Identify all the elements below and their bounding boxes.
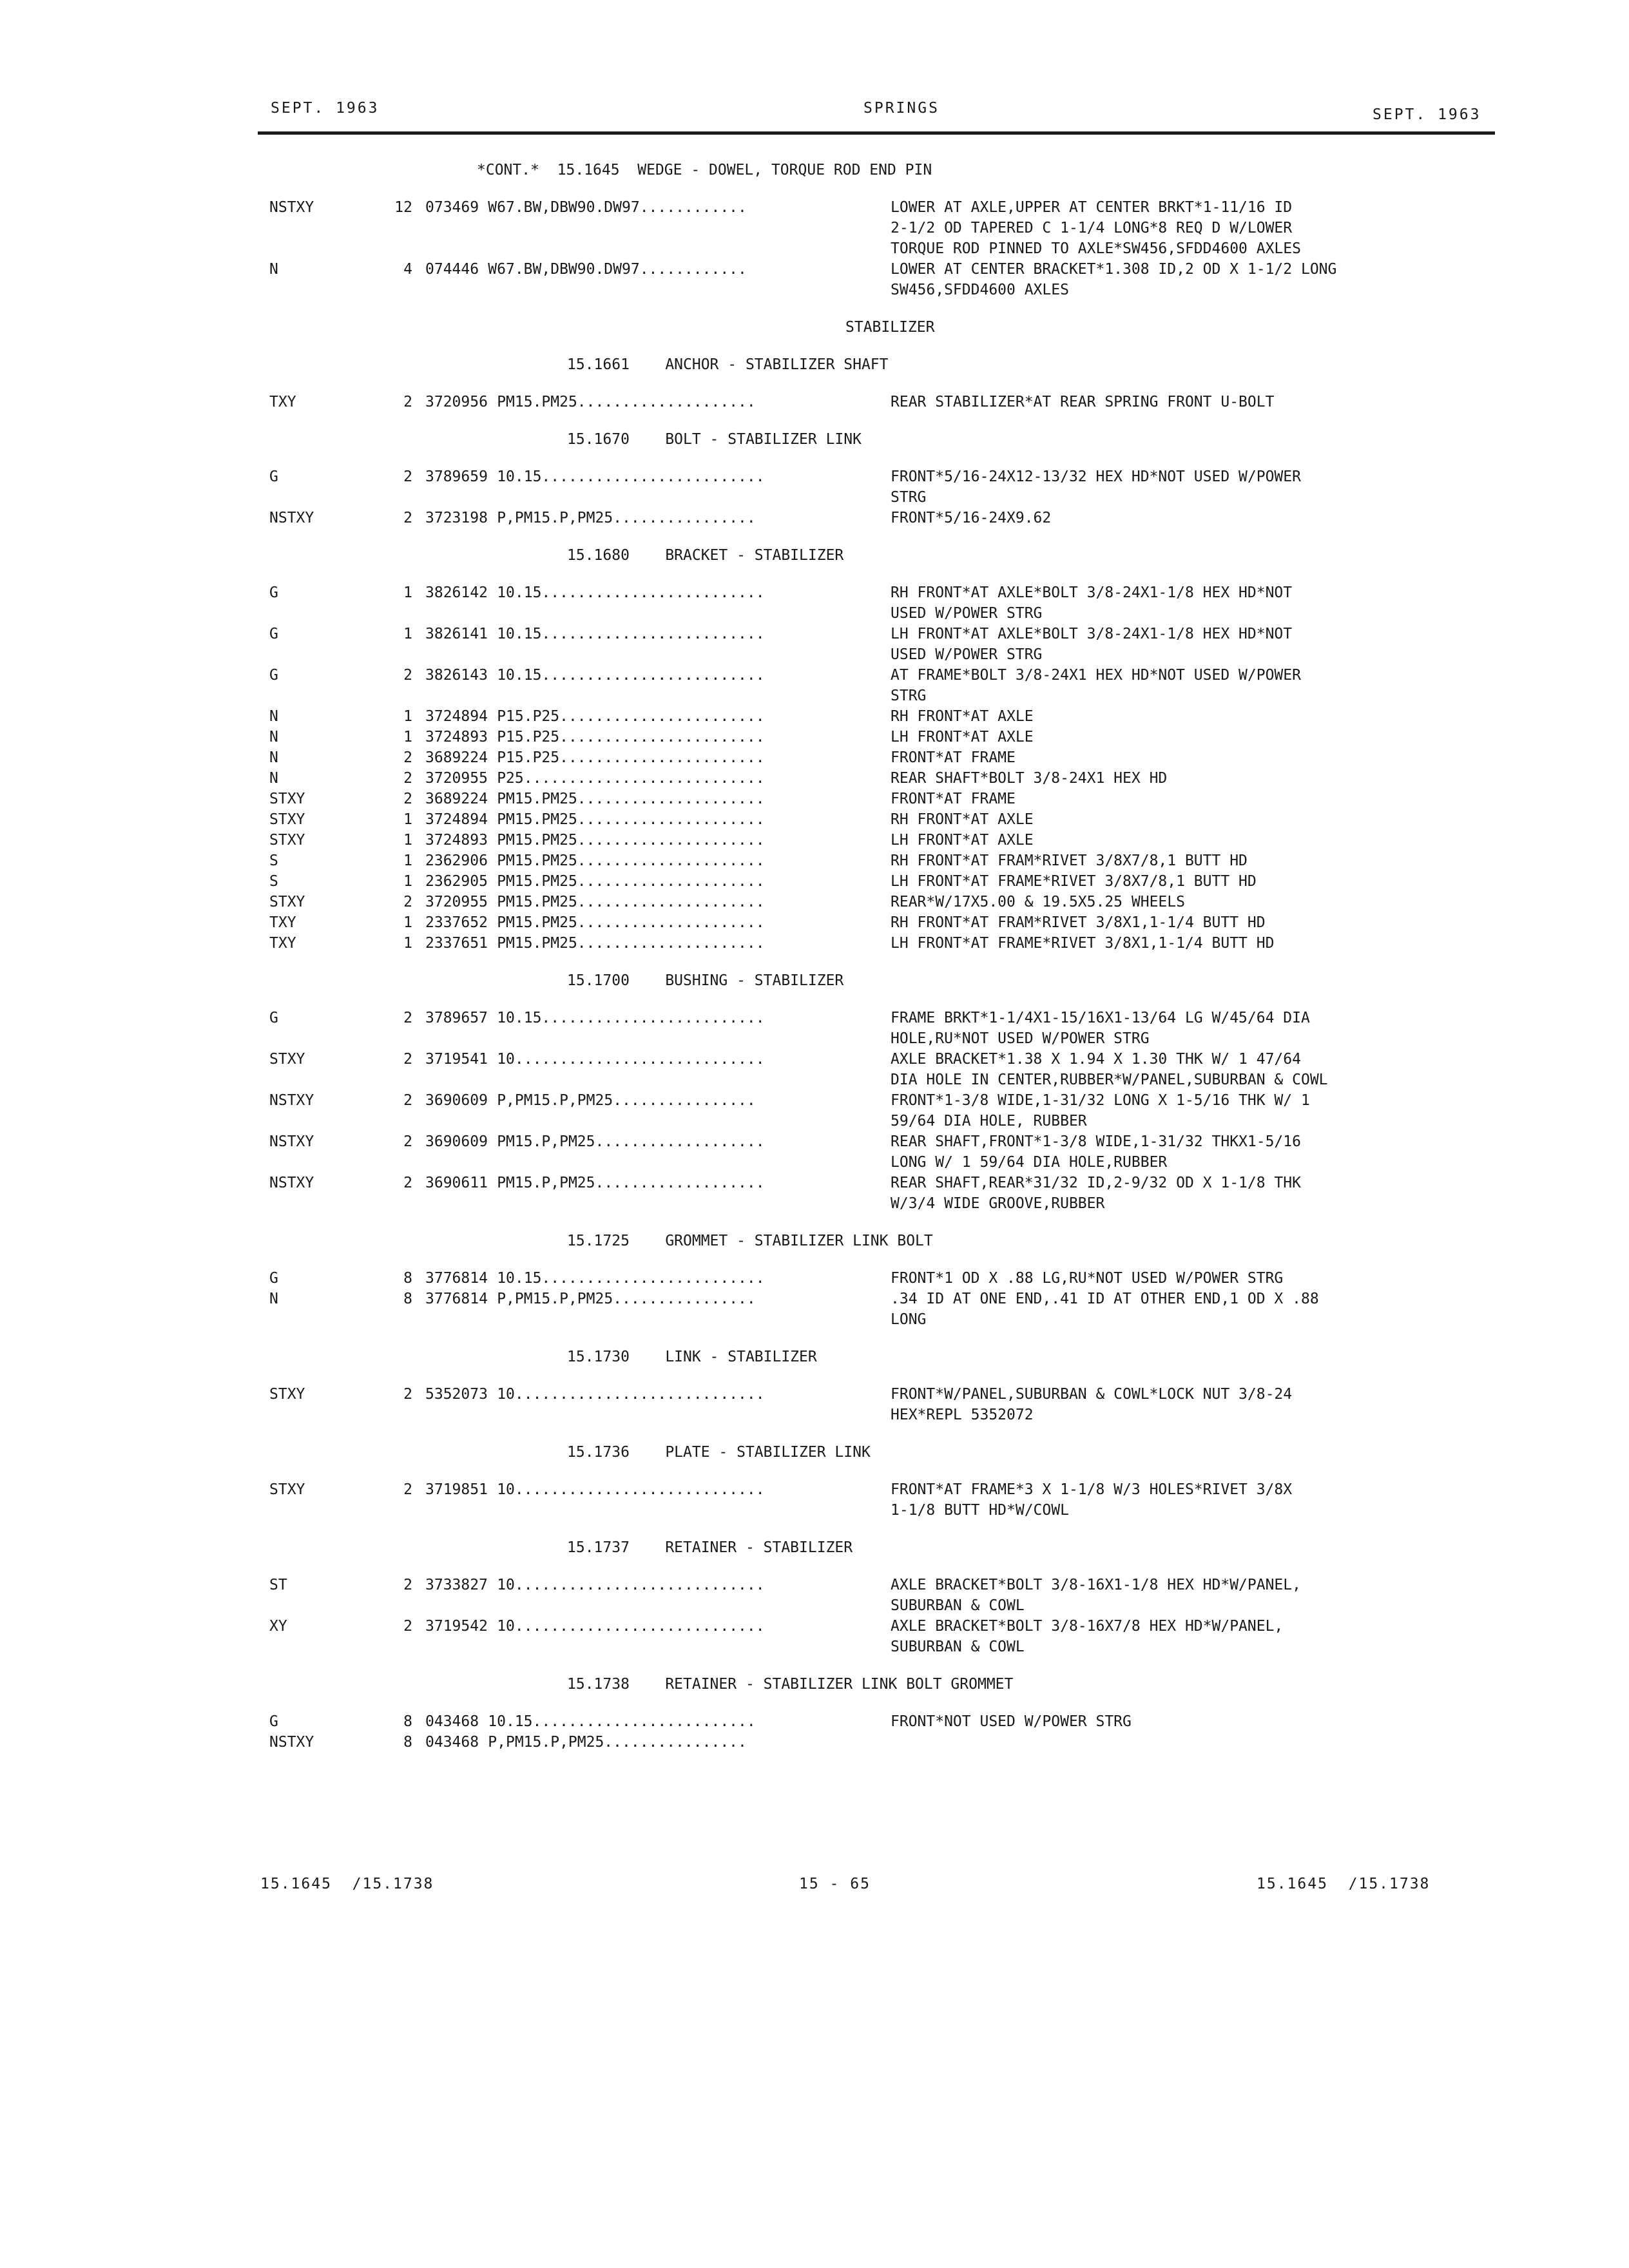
quantity: 1	[403, 584, 412, 601]
part-row	[0, 1289, 1629, 1309]
application: PM15.PM25.....................	[497, 832, 765, 849]
footer-page-number: 15 - 65	[799, 1876, 871, 1892]
description: RH FRONT*AT FRAM*RIVET 3/8X1,1-1/4 BUTT HD	[891, 914, 1266, 931]
description: 1-1/8 BUTT HD*W/COWL	[891, 1502, 1069, 1519]
part-row-continuation	[0, 1500, 1629, 1521]
quantity: 2	[403, 894, 412, 910]
model-code: N	[269, 770, 278, 787]
part-row	[0, 1616, 1629, 1637]
header-title: SPRINGS	[863, 100, 940, 117]
description: AXLE BRACKET*BOLT 3/8-16X7/8 HEX HD*W/PANEL,	[891, 1618, 1284, 1635]
section-heading	[0, 1674, 1629, 1695]
section-heading	[0, 1231, 1629, 1251]
model-code: N	[269, 261, 278, 278]
application: P,PM15.P,PM25................	[497, 1291, 756, 1307]
application: PM15.P,PM25...................	[497, 1133, 765, 1150]
part-number: 3689224	[425, 791, 488, 807]
part-row	[0, 1711, 1629, 1732]
application: P15.P25.......................	[497, 708, 765, 725]
description: SUBURBAN & COWL	[891, 1597, 1025, 1614]
model-code: N	[269, 729, 278, 745]
description: TORQUE ROD PINNED TO AXLE*SW456,SFDD4600 AXLES	[891, 240, 1301, 257]
part-row	[0, 1008, 1629, 1028]
application: PM15.PM25.....................	[497, 935, 765, 952]
application: W67.BW,DBW90.DW97............	[488, 199, 747, 216]
quantity: 2	[403, 510, 412, 526]
section-heading	[0, 1537, 1629, 1558]
quantity: 2	[403, 468, 412, 485]
part-row	[0, 706, 1629, 727]
description: LONG	[891, 1311, 927, 1328]
part-row-continuation	[0, 1595, 1629, 1616]
application: PM15.PM25....................	[497, 394, 756, 410]
quantity: 2	[403, 1577, 412, 1593]
part-row	[0, 1173, 1629, 1193]
part-row	[0, 1131, 1629, 1152]
part-row	[0, 912, 1629, 933]
model-code: G	[269, 468, 278, 485]
description: .34 ID AT ONE END,.41 ID AT OTHER END,1 OD X .88	[891, 1291, 1319, 1307]
section-heading-text: 15.1736 PLATE - STABILIZER LINK	[567, 1444, 871, 1461]
application: 10............................	[497, 1051, 765, 1068]
part-row	[0, 624, 1629, 644]
application: PM15.PM25.....................	[497, 873, 765, 890]
part-row	[0, 1575, 1629, 1595]
part-number: 3724894	[425, 811, 488, 828]
part-number: 043468	[425, 1734, 479, 1751]
part-number: 2337652	[425, 914, 488, 931]
description: LOWER AT AXLE,UPPER AT CENTER BRKT*1-11/16 ID	[891, 199, 1293, 216]
section-heading	[0, 1347, 1629, 1367]
model-code: N	[269, 708, 278, 725]
application: 10.15.........................	[497, 584, 765, 601]
description: W/3/4 WIDE GROOVE,RUBBER	[891, 1195, 1105, 1212]
part-row-continuation	[0, 238, 1629, 259]
part-row	[0, 892, 1629, 912]
model-code: S	[269, 852, 278, 869]
part-number: 3719851	[425, 1481, 488, 1498]
model-code: XY	[269, 1618, 287, 1635]
description: HEX*REPL 5352072	[891, 1407, 1034, 1423]
part-number: 3689224	[425, 749, 488, 766]
description: DIA HOLE IN CENTER,RUBBER*W/PANEL,SUBURBAN & COWL	[891, 1072, 1328, 1088]
section-heading-text: 15.1737 RETAINER - STABILIZER	[567, 1539, 853, 1556]
description: SUBURBAN & COWL	[891, 1639, 1025, 1655]
model-code: S	[269, 873, 278, 890]
part-row	[0, 1090, 1629, 1111]
section-heading	[0, 1442, 1629, 1463]
description: STRG	[891, 687, 927, 704]
footer-range-right: 15.1645 /15.1738	[1257, 1876, 1431, 1892]
application: PM15.PM25.....................	[497, 914, 765, 931]
application: PM15.PM25.....................	[497, 852, 765, 869]
description: USED W/POWER STRG	[891, 605, 1043, 622]
description: HOLE,RU*NOT USED W/POWER STRG	[891, 1030, 1150, 1047]
description: 59/64 DIA HOLE, RUBBER	[891, 1113, 1087, 1129]
part-row	[0, 582, 1629, 603]
model-code: G	[269, 1270, 278, 1287]
description: FRONT*1-3/8 WIDE,1-31/32 LONG X 1-5/16 THK W/ 1	[891, 1092, 1310, 1109]
model-code: G	[269, 584, 278, 601]
part-row-continuation	[0, 1405, 1629, 1425]
model-code: NSTXY	[269, 1175, 314, 1191]
part-number: 2362906	[425, 852, 488, 869]
model-code: NSTXY	[269, 1734, 314, 1751]
part-number: 3826143	[425, 667, 488, 684]
quantity: 1	[403, 626, 412, 642]
part-row	[0, 727, 1629, 747]
quantity: 1	[403, 811, 412, 828]
application: P15.P25.......................	[497, 729, 765, 745]
part-row-continuation	[0, 1309, 1629, 1330]
description: REAR STABILIZER*AT REAR SPRING FRONT U-BOLT	[891, 394, 1275, 410]
section-heading-text: 15.1700 BUSHING - STABILIZER	[567, 972, 844, 989]
application: 10.15.........................	[497, 626, 765, 642]
part-row	[0, 789, 1629, 809]
model-code: NSTXY	[269, 1133, 314, 1150]
description: AT FRAME*BOLT 3/8-24X1 HEX HD*NOT USED W/POWER	[891, 667, 1301, 684]
description: FRONT*W/PANEL,SUBURBAN & COWL*LOCK NUT 3/8-24	[891, 1386, 1293, 1403]
part-number: 3690609	[425, 1092, 488, 1109]
application: P,PM15.P,PM25................	[497, 510, 756, 526]
quantity: 8	[403, 1734, 412, 1751]
quantity: 2	[403, 1051, 412, 1068]
part-row-continuation	[0, 1152, 1629, 1173]
part-number: 3776814	[425, 1270, 488, 1287]
application: 10.15.........................	[497, 667, 765, 684]
footer-range-left: 15.1645 /15.1738	[260, 1876, 434, 1892]
part-number: 3789659	[425, 468, 488, 485]
quantity: 2	[403, 1386, 412, 1403]
quantity: 2	[403, 1133, 412, 1150]
quantity: 1	[403, 852, 412, 869]
header-date-right: SEPT. 1963	[1373, 106, 1481, 123]
part-row	[0, 871, 1629, 892]
section-heading	[0, 429, 1629, 450]
part-row	[0, 768, 1629, 789]
quantity: 4	[403, 261, 412, 278]
quantity: 1	[403, 832, 412, 849]
application: W67.BW,DBW90.DW97............	[488, 261, 747, 278]
description: FRONT*AT FRAME	[891, 749, 1016, 766]
part-number: 3720955	[425, 894, 488, 910]
application: 10............................	[497, 1386, 765, 1403]
quantity: 8	[403, 1713, 412, 1730]
quantity: 2	[403, 770, 412, 787]
section-heading-text: 15.1661 ANCHOR - STABILIZER SHAFT	[567, 356, 889, 373]
part-row-continuation	[0, 218, 1629, 238]
quantity: 2	[403, 1010, 412, 1026]
description: LOWER AT CENTER BRACKET*1.308 ID,2 OD X 1-1/2 LONG	[891, 261, 1337, 278]
section-heading	[0, 354, 1629, 375]
section-heading-text: 15.1670 BOLT - STABILIZER LINK	[567, 431, 862, 448]
model-code: TXY	[269, 935, 296, 952]
application: 10............................	[497, 1481, 765, 1498]
section-heading-text: 15.1680 BRACKET - STABILIZER	[567, 547, 844, 564]
description: RH FRONT*AT AXLE	[891, 811, 1034, 828]
part-row	[0, 197, 1629, 218]
part-number: 3724893	[425, 832, 488, 849]
section-heading-text: 15.1725 GROMMET - STABILIZER LINK BOLT	[567, 1233, 933, 1249]
quantity: 1	[403, 873, 412, 890]
part-row	[0, 508, 1629, 528]
application: P,PM15.P,PM25................	[488, 1734, 747, 1751]
application: P25...........................	[497, 770, 765, 787]
model-code: TXY	[269, 914, 296, 931]
model-code: STXY	[269, 894, 305, 910]
model-code: G	[269, 1010, 278, 1026]
application: P15.P25.......................	[497, 749, 765, 766]
model-code: NSTXY	[269, 1092, 314, 1109]
application: P,PM15.P,PM25................	[497, 1092, 756, 1109]
part-number: 3720955	[425, 770, 488, 787]
part-row	[0, 665, 1629, 686]
description: FRONT*1 OD X .88 LG,RU*NOT USED W/POWER STRG	[891, 1270, 1284, 1287]
description: LH FRONT*AT FRAME*RIVET 3/8X1,1-1/4 BUTT HD	[891, 935, 1275, 952]
quantity: 8	[403, 1291, 412, 1307]
part-row	[0, 1268, 1629, 1289]
quantity: 2	[403, 791, 412, 807]
part-row	[0, 259, 1629, 280]
model-code: G	[269, 1713, 278, 1730]
application: 10.15.........................	[497, 1270, 765, 1287]
quantity: 2	[403, 667, 412, 684]
part-row	[0, 1384, 1629, 1405]
part-row-continuation	[0, 1028, 1629, 1049]
continued-heading	[0, 160, 1629, 180]
part-row-continuation	[0, 686, 1629, 706]
model-code: STXY	[269, 832, 305, 849]
model-code: N	[269, 749, 278, 766]
model-code: STXY	[269, 791, 305, 807]
quantity: 1	[403, 914, 412, 931]
description: STRG	[891, 489, 927, 506]
part-row-continuation	[0, 487, 1629, 508]
quantity: 8	[403, 1270, 412, 1287]
part-number: 3724893	[425, 729, 488, 745]
part-number: 3724894	[425, 708, 488, 725]
quantity: 2	[403, 1618, 412, 1635]
part-number: 3776814	[425, 1291, 488, 1307]
description: REAR SHAFT,FRONT*1-3/8 WIDE,1-31/32 THKX1-5/16	[891, 1133, 1301, 1150]
part-number: 3826142	[425, 584, 488, 601]
description: LH FRONT*AT AXLE*BOLT 3/8-24X1-1/8 HEX HD*NOT	[891, 626, 1293, 642]
quantity: 2	[403, 1092, 412, 1109]
description: FRAME BRKT*1-1/4X1-15/16X1-13/64 LG W/45/64 DIA	[891, 1010, 1310, 1026]
part-number: 5352073	[425, 1386, 488, 1403]
part-row	[0, 850, 1629, 871]
description: FRONT*NOT USED W/POWER STRG	[891, 1713, 1132, 1730]
section-heading	[0, 545, 1629, 566]
part-row	[0, 1049, 1629, 1070]
quantity: 1	[403, 935, 412, 952]
part-row	[0, 466, 1629, 487]
description: 2-1/2 OD TAPERED C 1-1/4 LONG*8 REQ D W/LOWER	[891, 220, 1293, 236]
model-code: N	[269, 1291, 278, 1307]
description: FRONT*AT FRAME*3 X 1-1/8 W/3 HOLES*RIVET 3/8X	[891, 1481, 1293, 1498]
part-row-continuation	[0, 1070, 1629, 1090]
quantity: 2	[403, 749, 412, 766]
quantity: 2	[403, 394, 412, 410]
section-heading	[0, 970, 1629, 991]
description: FRONT*AT FRAME	[891, 791, 1016, 807]
part-row	[0, 747, 1629, 768]
part-number: 074446	[425, 261, 479, 278]
header-rule	[258, 131, 1495, 135]
description: LH FRONT*AT AXLE	[891, 832, 1034, 849]
group-heading	[0, 317, 1629, 338]
description: LH FRONT*AT FRAME*RIVET 3/8X7/8,1 BUTT HD	[891, 873, 1257, 890]
description: FRONT*5/16-24X12-13/32 HEX HD*NOT USED W/POWER	[891, 468, 1301, 485]
application: 10.15.........................	[497, 1010, 765, 1026]
description: USED W/POWER STRG	[891, 646, 1043, 663]
part-row-continuation	[0, 1637, 1629, 1657]
description: AXLE BRACKET*BOLT 3/8-16X1-1/8 HEX HD*W/PANEL,	[891, 1577, 1301, 1593]
model-code: NSTXY	[269, 510, 314, 526]
description: SW456,SFDD4600 AXLES	[891, 282, 1069, 298]
application: 10.15.........................	[488, 1713, 756, 1730]
part-row	[0, 1732, 1629, 1753]
header-date-left: SEPT. 1963	[271, 100, 380, 117]
description: LONG W/ 1 59/64 DIA HOLE,RUBBER	[891, 1154, 1168, 1171]
application: 10............................	[497, 1618, 765, 1635]
model-code: NSTXY	[269, 199, 314, 216]
part-number: 3826141	[425, 626, 488, 642]
part-number: 3720956	[425, 394, 488, 410]
part-number: 043468	[425, 1713, 479, 1730]
model-code: ST	[269, 1577, 287, 1593]
model-code: STXY	[269, 1386, 305, 1403]
part-number: 3789657	[425, 1010, 488, 1026]
part-number: 073469	[425, 199, 479, 216]
quantity: 2	[403, 1175, 412, 1191]
description: AXLE BRACKET*1.38 X 1.94 X 1.30 THK W/ 1 47/64	[891, 1051, 1301, 1068]
quantity: 2	[403, 1481, 412, 1498]
model-code: STXY	[269, 1051, 305, 1068]
part-number: 3690611	[425, 1175, 488, 1191]
description: LH FRONT*AT AXLE	[891, 729, 1034, 745]
model-code: STXY	[269, 1481, 305, 1498]
part-number: 2362905	[425, 873, 488, 890]
part-row	[0, 1479, 1629, 1500]
description: RH FRONT*AT AXLE	[891, 708, 1034, 725]
application: 10............................	[497, 1577, 765, 1593]
part-row	[0, 809, 1629, 830]
application: PM15.PM25.....................	[497, 791, 765, 807]
part-number: 3723198	[425, 510, 488, 526]
model-code: G	[269, 667, 278, 684]
description: REAR SHAFT*BOLT 3/8-24X1 HEX HD	[891, 770, 1168, 787]
group-heading-text: STABILIZER	[845, 319, 935, 336]
model-code: G	[269, 626, 278, 642]
part-row-continuation	[0, 1193, 1629, 1214]
part-number: 3690609	[425, 1133, 488, 1150]
part-row	[0, 392, 1629, 412]
model-code: STXY	[269, 811, 305, 828]
part-number: 3719542	[425, 1618, 488, 1635]
description: REAR*W/17X5.00 & 19.5X5.25 WHEELS	[891, 894, 1185, 910]
description: FRONT*5/16-24X9.62	[891, 510, 1052, 526]
part-row-continuation	[0, 644, 1629, 665]
description: RH FRONT*AT FRAM*RIVET 3/8X7/8,1 BUTT HD	[891, 852, 1248, 869]
part-number: 3733827	[425, 1577, 488, 1593]
section-heading-text: 15.1738 RETAINER - STABILIZER LINK BOLT GROMMET	[567, 1676, 1014, 1693]
description: RH FRONT*AT AXLE*BOLT 3/8-24X1-1/8 HEX HD*NOT	[891, 584, 1293, 601]
part-row	[0, 933, 1629, 954]
part-number: 3719541	[425, 1051, 488, 1068]
application: PM15.PM25.....................	[497, 894, 765, 910]
part-row-continuation	[0, 603, 1629, 624]
quantity: 1	[403, 729, 412, 745]
description: REAR SHAFT,REAR*31/32 ID,2-9/32 OD X 1-1/8 THK	[891, 1175, 1301, 1191]
part-row-continuation	[0, 1111, 1629, 1131]
section-heading-text: 15.1730 LINK - STABILIZER	[567, 1349, 817, 1365]
quantity: 1	[403, 708, 412, 725]
part-number: 2337651	[425, 935, 488, 952]
part-row	[0, 830, 1629, 850]
application: 10.15.........................	[497, 468, 765, 485]
application: PM15.PM25.....................	[497, 811, 765, 828]
quantity: 12	[394, 199, 412, 216]
continued-heading-text: *CONT.* 15.1645 WEDGE - DOWEL, TORQUE ROD END PIN	[477, 162, 932, 178]
parts-listing	[0, 160, 1629, 1753]
model-code: TXY	[269, 394, 296, 410]
application: PM15.P,PM25...................	[497, 1175, 765, 1191]
part-row-continuation	[0, 280, 1629, 300]
